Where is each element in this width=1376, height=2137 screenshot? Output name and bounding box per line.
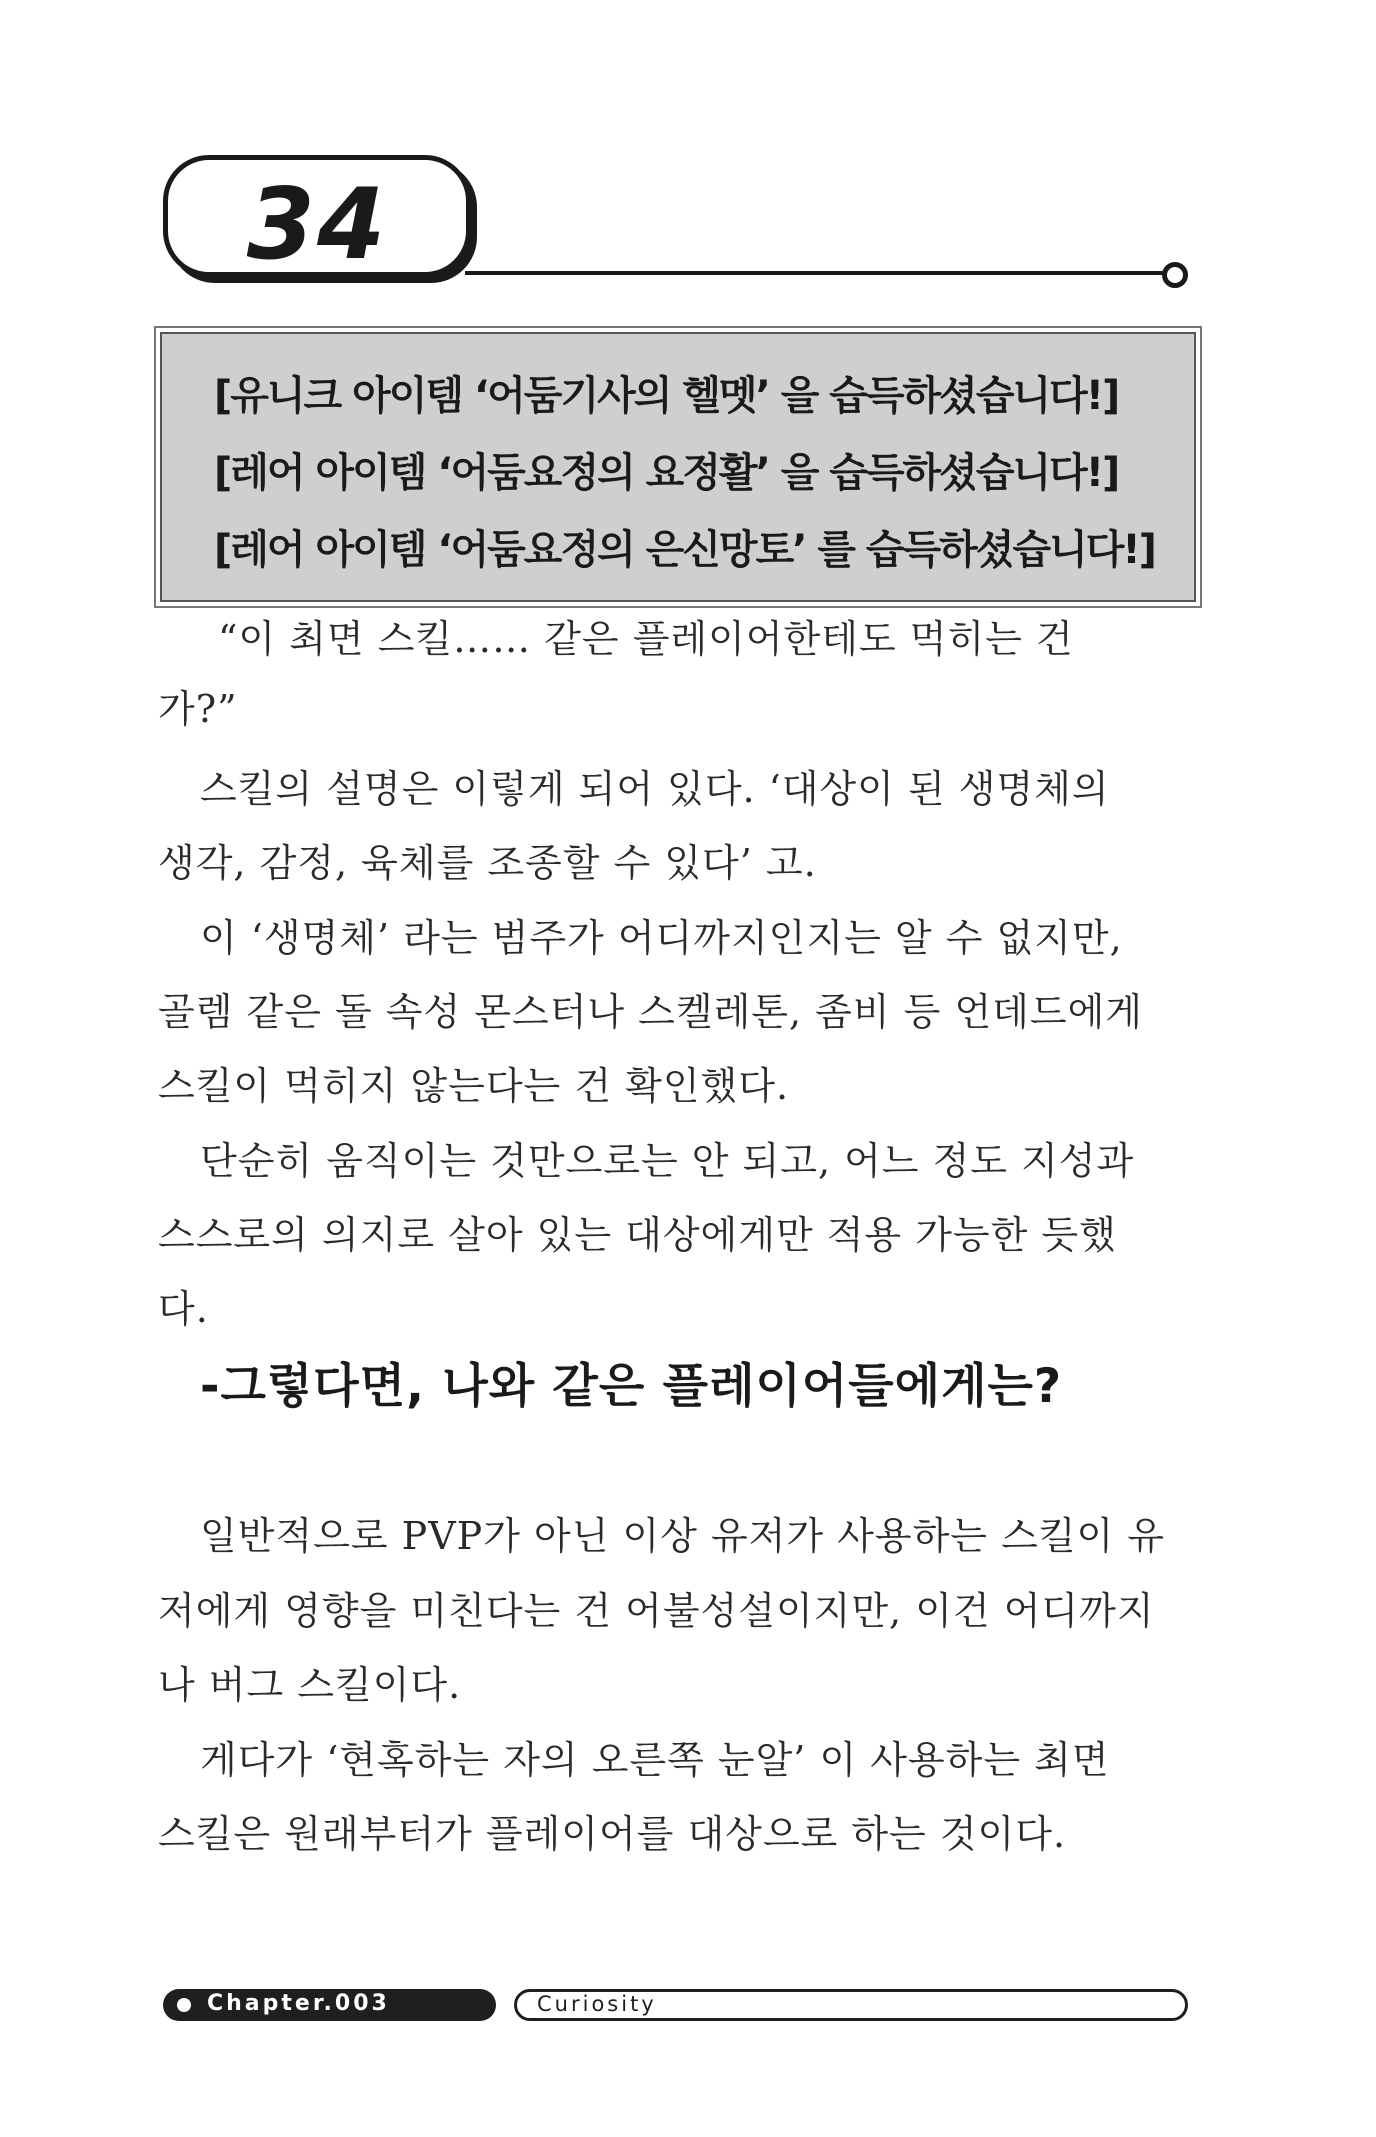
notice-line: [레어 아이템 ‘어둠요정의 은신망토’ 를 습득하셨습니다!] xyxy=(214,527,1155,573)
body-line: 스킬의 설명은 이렇게 되어 있다. ‘대상이 된 생명체의 xyxy=(200,767,1110,811)
body-line: 생각, 감정, 육체를 조종할 수 있다’ 고. xyxy=(158,841,817,885)
footer-chapter-title xyxy=(514,1989,1188,2021)
item-acquired-notice-box xyxy=(160,332,1196,602)
body-line: 스킬은 원래부터가 플레이어를 대상으로 하는 것이다. xyxy=(158,1812,1067,1856)
body-line: 이 ‘생명체’ 라는 범주가 어디까지인지는 알 수 없지만, xyxy=(200,916,1123,960)
footer-chapter-text: Chapter.003 xyxy=(207,1991,390,2016)
body-line: 골렘 같은 돌 속성 몬스터나 스켈레톤, 좀비 등 언데드에게 xyxy=(158,990,1143,1034)
footer-title-text: Curiosity xyxy=(537,1992,657,2016)
footer-chapter-label xyxy=(163,1989,496,2021)
bullet-icon xyxy=(177,1998,191,2012)
body-line: 스킬이 먹히지 않는다는 건 확인했다. xyxy=(158,1064,790,1108)
body-line: 저에게 영향을 미친다는 건 어불성설이지만, 이건 어디까지 xyxy=(158,1589,1155,1633)
notice-line: [레어 아이템 ‘어둠요정의 요정활’ 을 습득하셨습니다!] xyxy=(214,450,1119,496)
chapter-number: 34 xyxy=(246,168,388,282)
body-line: 스스로의 의지로 살아 있는 대상에게만 적용 가능한 듯했 xyxy=(158,1213,1117,1257)
emphasis-line: -그렇다면, 나와 같은 플레이어들에게는? xyxy=(200,1359,1063,1414)
body-line: 단순히 움직이는 것만으로는 안 되고, 어느 정도 지성과 xyxy=(200,1139,1135,1183)
body-line: 가?” xyxy=(158,687,238,731)
body-line: 다. xyxy=(158,1287,209,1331)
body-line: 게다가 ‘현혹하는 자의 오른쪽 눈알’ 이 사용하는 최면 xyxy=(200,1738,1110,1782)
header-rule xyxy=(465,271,1169,275)
body-line: 나 버그 스킬이다. xyxy=(158,1663,462,1707)
body-line: 일반적으로 PVP가 아닌 이상 유저가 사용하는 스킬이 유 xyxy=(200,1514,1166,1558)
notice-line: [유니크 아이템 ‘어둠기사의 헬멧’ 을 습득하셨습니다!] xyxy=(214,373,1119,419)
body-line: “이 최면 스킬…… 같은 플레이어한테도 먹히는 건 xyxy=(218,617,1074,661)
chapter-number-badge xyxy=(163,155,471,282)
header-rule-end-dot xyxy=(1162,262,1188,288)
